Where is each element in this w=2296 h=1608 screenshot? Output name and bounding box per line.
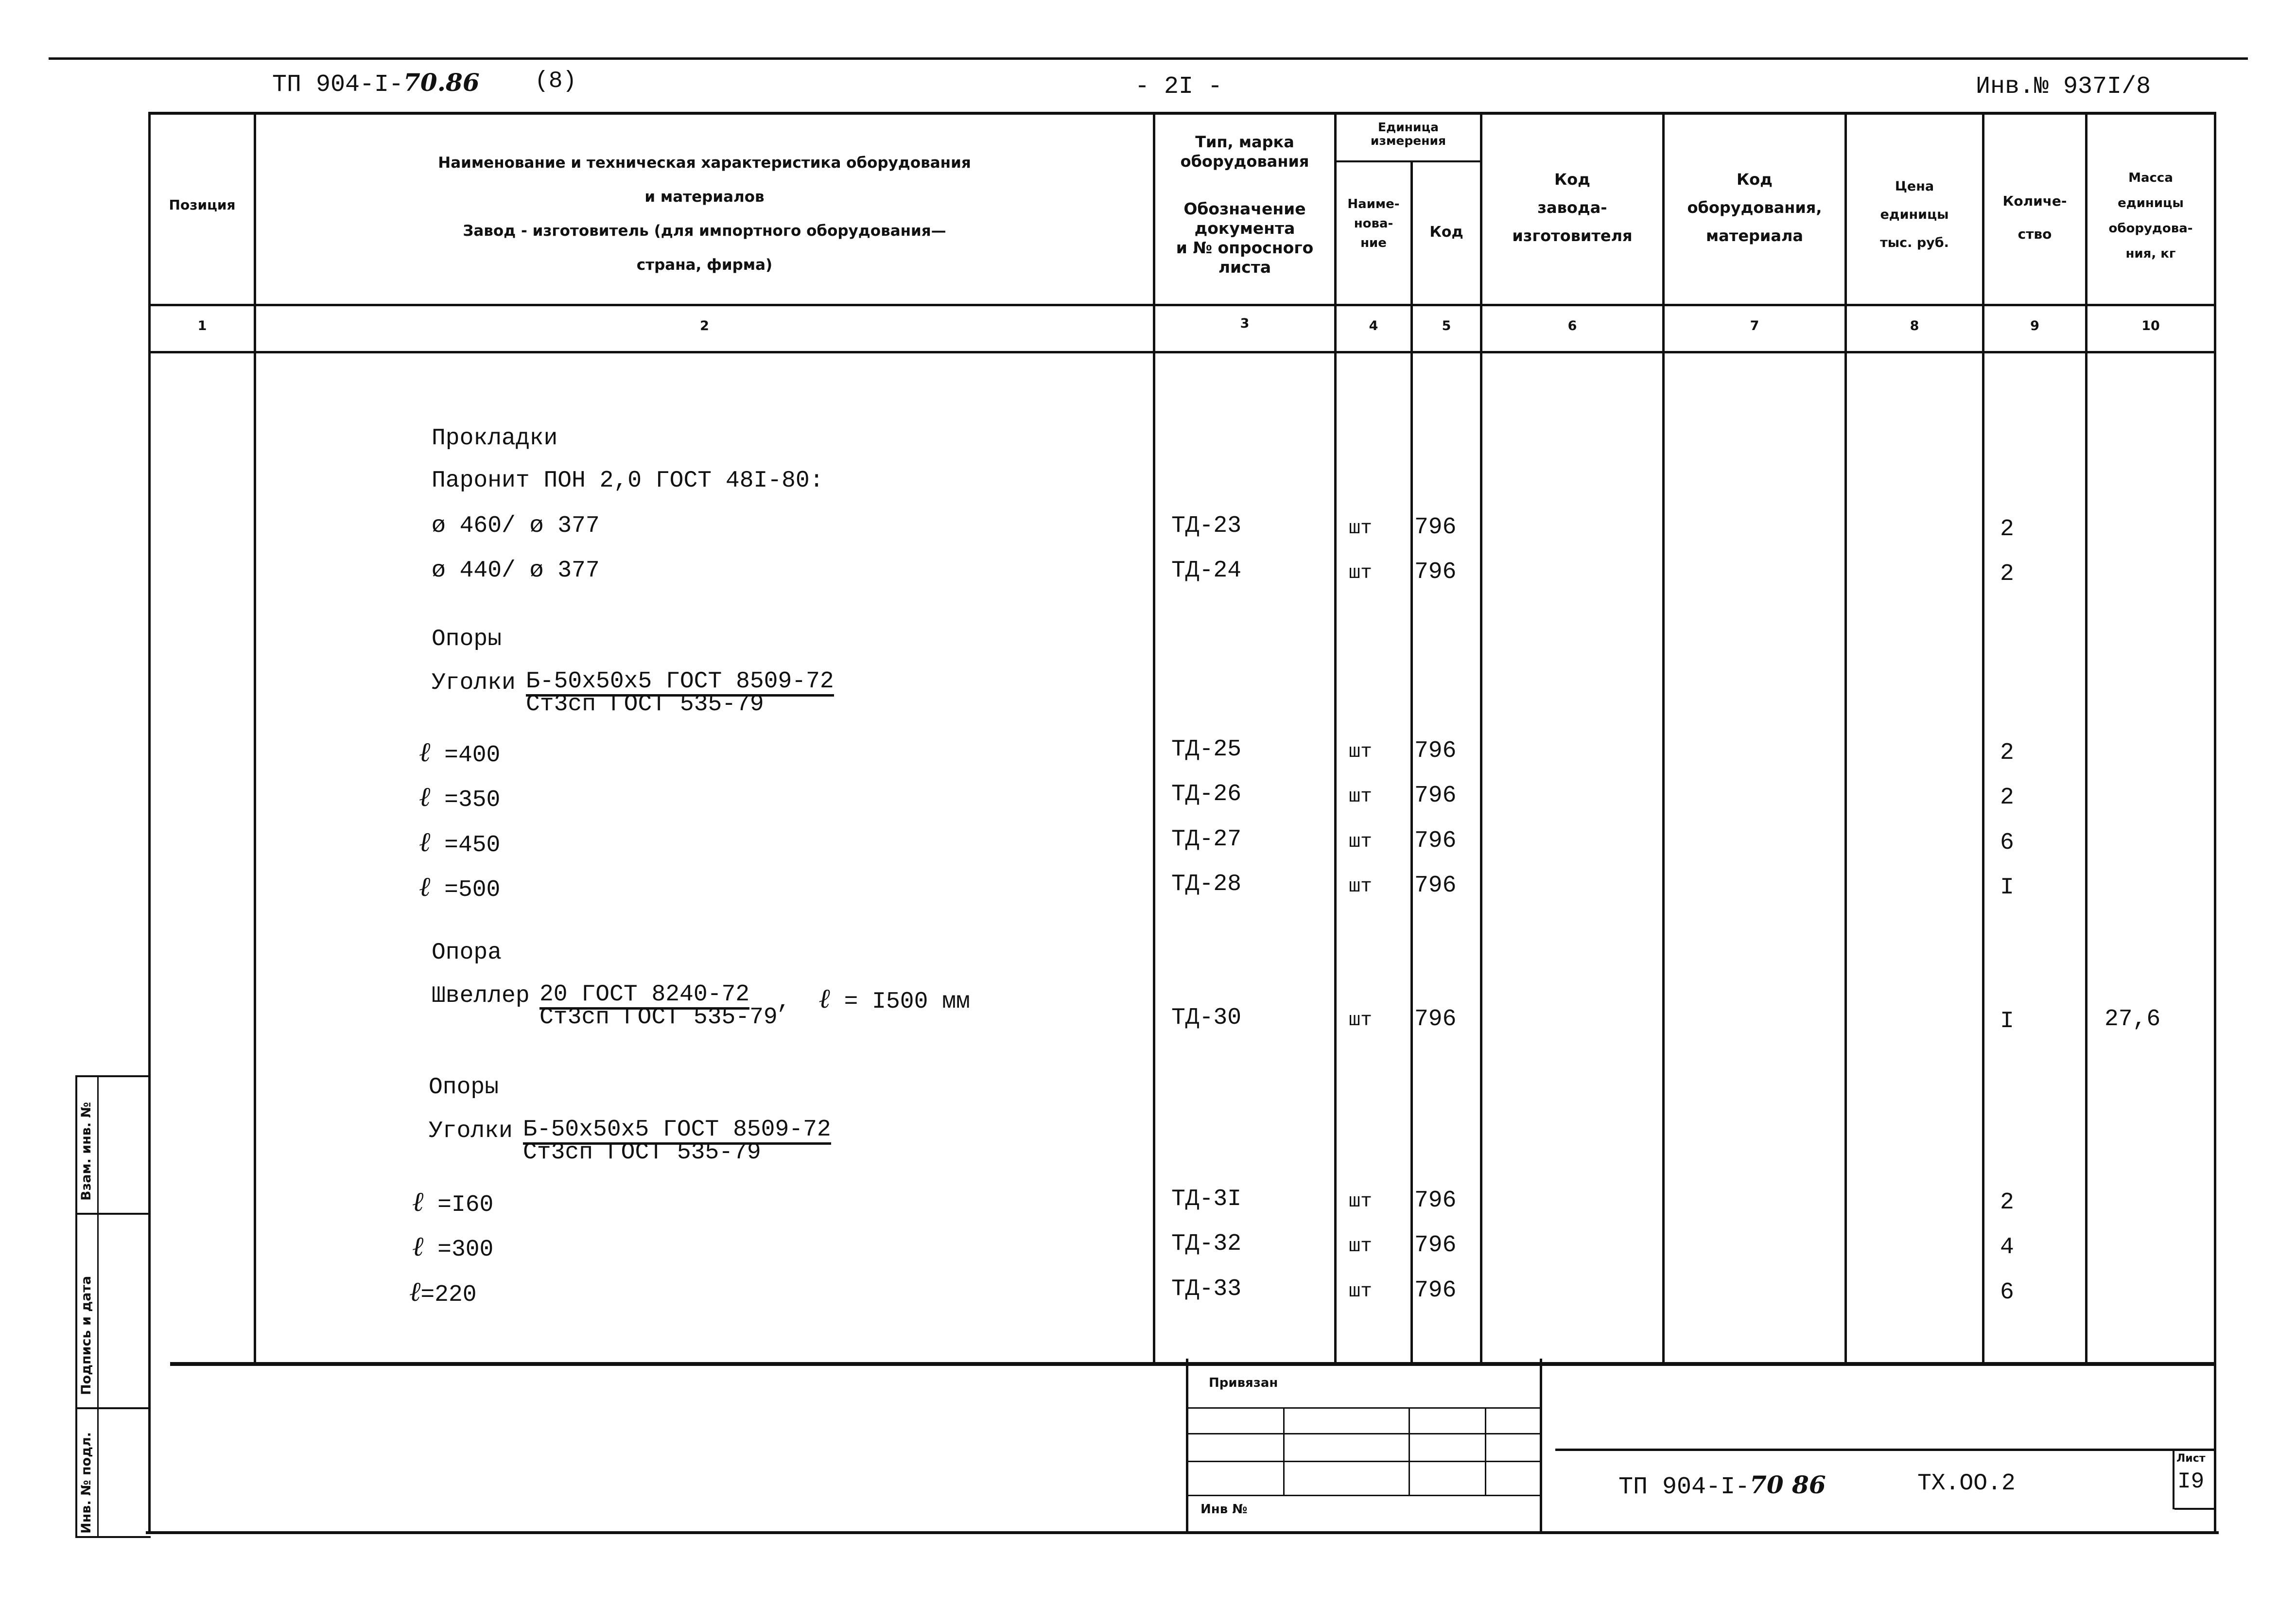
item-unit-code: 796	[1414, 1006, 1457, 1032]
item-qty: 6	[2000, 1279, 2014, 1306]
item-unit: шт	[1349, 831, 1373, 853]
item-name: ø 440/ ø 377	[432, 558, 600, 584]
profile-fraction	[523, 1118, 831, 1164]
table-top-rule	[148, 112, 2216, 115]
stamp-doc-suffix: ТХ.ОО.2	[1917, 1470, 2016, 1497]
side-strip-line	[75, 1536, 151, 1538]
col-line-6	[1662, 112, 1665, 1362]
col-header-unit-code: Код	[1429, 224, 1463, 241]
item-qty: 2	[2000, 561, 2014, 587]
item-unit-code: 796	[1414, 1232, 1457, 1258]
col-number: 7	[1750, 318, 1759, 333]
col-header-type: Тип, марка оборудования	[1180, 133, 1309, 171]
item-qty: 2	[2000, 785, 2014, 811]
col-number: 6	[1567, 318, 1577, 333]
item-unit-code: 796	[1414, 559, 1457, 585]
col-header-material-code: Код оборудования, материала	[1687, 170, 1822, 245]
item-unit: шт	[1349, 1281, 1373, 1303]
item-length: ℓ =400	[419, 736, 501, 769]
col-header-factory-code: Код завода- изготовителя	[1512, 170, 1633, 245]
col-number: 10	[2141, 318, 2160, 333]
page-number: - 2I -	[1135, 73, 1223, 101]
col-header-price: Цена единицы тыс. руб.	[1880, 179, 1949, 250]
stamp-line	[2173, 1449, 2174, 1509]
item-code: ТД-32	[1171, 1231, 1242, 1257]
side-strip-line	[75, 1407, 151, 1409]
col-line-4	[1410, 160, 1413, 1362]
item-unit: шт	[1349, 1191, 1373, 1213]
stamp-line	[1409, 1407, 1410, 1495]
stamp-line	[1186, 1359, 1188, 1531]
item-unit: шт	[1349, 786, 1373, 808]
item-unit: шт	[1349, 876, 1373, 898]
col-number: 9	[2030, 318, 2039, 333]
fraction-denominator: Ст3сп ГОСТ 535-79	[523, 1139, 761, 1166]
col-header-mass: Масса единицы оборудова- ния, кг	[2108, 171, 2193, 261]
stamp-line	[1188, 1461, 1540, 1462]
material-line: Паронит ПОН 2,0 ГОСТ 48I-80:	[432, 468, 824, 494]
side-label-vzam: Взам. инв. №	[79, 1101, 94, 1201]
stamp-line	[1555, 1449, 2216, 1451]
item-length: ℓ=220	[409, 1276, 477, 1308]
length-spec: , ℓ = I500 мм	[777, 983, 970, 1015]
col-header-unit-name: Наиме- нова- ние	[1347, 197, 1400, 250]
profile-fraction	[539, 983, 778, 1029]
col-line-2	[1153, 112, 1155, 1362]
stamp-line	[1485, 1407, 1486, 1495]
item-qty: I	[2000, 874, 2014, 901]
stamp-line	[1188, 1407, 1540, 1409]
col-number: 4	[1369, 318, 1378, 333]
item-unit: шт	[1349, 518, 1373, 540]
fraction-numerator: 20 ГОСТ 8240-72	[539, 983, 749, 1010]
item-unit-code: 796	[1414, 828, 1457, 854]
item-code: ТД-30	[1171, 1005, 1242, 1031]
stamp-line	[1540, 1359, 1542, 1531]
profile-prefix: Швеллер	[432, 983, 530, 1009]
stamp-privyazan: Привязан	[1209, 1376, 1278, 1390]
fraction-numerator: Б-50х50х5 ГОСТ 8509-72	[523, 1118, 831, 1145]
col-header-quantity: Количе- ство	[2002, 193, 2067, 242]
side-strip-line	[75, 1075, 151, 1077]
profile-prefix: Уголки	[432, 670, 516, 696]
sheet-bottom-rule	[146, 1531, 2219, 1534]
col-number: 2	[700, 318, 709, 333]
col-header-name: Наименование и техническая характеристика оборудования и материалов Завод - изготовитель (для импортного оборудования— страна, фирма)	[438, 154, 971, 274]
item-code: ТД-3I	[1171, 1186, 1242, 1212]
profile-fraction	[526, 670, 834, 716]
inventory-number: Инв.№ 937I/8	[1976, 73, 2151, 101]
col-number: 8	[1910, 318, 1919, 333]
stamp-inv-no: Инв №	[1200, 1502, 1248, 1517]
fraction-denominator: Ст3сп ГОСТ 535-79	[539, 1004, 778, 1031]
doc-code-top: ТП 904-I-70.86	[272, 68, 480, 99]
item-code: ТД-24	[1171, 558, 1242, 584]
col-line-3	[1334, 112, 1337, 1362]
group-title: Опора	[432, 940, 502, 966]
item-mass: 27,6	[2105, 1006, 2161, 1032]
item-length: ℓ =300	[412, 1231, 494, 1263]
item-qty: 2	[2000, 740, 2014, 766]
side-strip-line	[75, 1075, 77, 1537]
item-code: ТД-26	[1171, 781, 1242, 807]
col-header-unit: Единица измерения	[1370, 120, 1446, 148]
side-label-inv-podl: Инв. № подл.	[79, 1432, 94, 1534]
unit-split-rule	[1334, 160, 1480, 162]
col-number: 3	[1240, 316, 1250, 331]
stamp-line	[1283, 1407, 1285, 1495]
item-unit-code: 796	[1414, 1188, 1457, 1214]
item-length: ℓ =450	[419, 826, 501, 858]
side-strip-line	[75, 1213, 151, 1215]
item-unit-code: 796	[1414, 783, 1457, 809]
col-number: 5	[1442, 318, 1451, 333]
item-length: ℓ =I60	[412, 1186, 494, 1218]
item-code: ТД-27	[1171, 826, 1242, 853]
stamp-sheet-label: Лист	[2176, 1452, 2206, 1465]
col-header-document: Обозначение документа и № опросного листа	[1176, 199, 1314, 277]
side-label-podpis: Подпись и дата	[79, 1276, 94, 1395]
group-title: Прокладки	[432, 425, 558, 452]
item-qty: 4	[2000, 1234, 2014, 1260]
col-line-8	[1982, 112, 1984, 1362]
stamp-line	[1188, 1433, 1540, 1434]
col-number: 1	[197, 318, 207, 333]
numbers-bottom-rule	[148, 351, 2216, 353]
item-name: ø 460/ ø 377	[432, 513, 600, 539]
stamp-doc-code: ТП 904-I-70 86	[1618, 1470, 1826, 1501]
item-unit: шт	[1349, 562, 1373, 584]
item-code: ТД-33	[1171, 1276, 1242, 1302]
group-title: Опоры	[432, 626, 502, 652]
profile-prefix: Уголки	[429, 1118, 513, 1144]
item-unit-code: 796	[1414, 873, 1457, 899]
col-line-9	[2085, 112, 2087, 1362]
stamp-line	[2174, 1508, 2216, 1510]
table-bottom-rule	[170, 1362, 2216, 1366]
item-qty: 2	[2000, 516, 2014, 542]
col-line-10	[2214, 112, 2216, 1531]
side-strip-line	[97, 1075, 99, 1537]
item-unit-code: 796	[1414, 738, 1457, 764]
top-rule	[49, 57, 2248, 60]
doc-code-variant: (8)	[535, 68, 577, 94]
fraction-numerator: Б-50х50х5 ГОСТ 8509-72	[526, 670, 834, 697]
stamp-line	[1188, 1495, 1540, 1496]
item-code: ТД-25	[1171, 736, 1242, 763]
fraction-denominator: Ст3сп ГОСТ 535-79	[526, 691, 764, 717]
col-line-5	[1480, 112, 1482, 1362]
item-unit: шт	[1349, 1010, 1373, 1031]
item-qty: 2	[2000, 1189, 2014, 1216]
group-title: Опоры	[429, 1074, 499, 1101]
col-header-position: Позиция	[169, 197, 236, 213]
item-unit-code: 796	[1414, 514, 1457, 541]
col-line-1	[254, 112, 256, 1362]
item-qty: 6	[2000, 830, 2014, 856]
col-line-7	[1844, 112, 1847, 1362]
item-length: ℓ =350	[419, 781, 501, 813]
item-unit: шт	[1349, 741, 1373, 763]
header-bottom-rule	[148, 304, 2216, 306]
item-qty: I	[2000, 1008, 2014, 1034]
item-unit: шт	[1349, 1236, 1373, 1258]
item-code: ТД-28	[1171, 871, 1242, 897]
item-length: ℓ =500	[419, 871, 501, 903]
stamp-sheet-number: I9	[2177, 1469, 2205, 1494]
item-code: ТД-23	[1171, 513, 1242, 539]
item-unit-code: 796	[1414, 1277, 1457, 1304]
